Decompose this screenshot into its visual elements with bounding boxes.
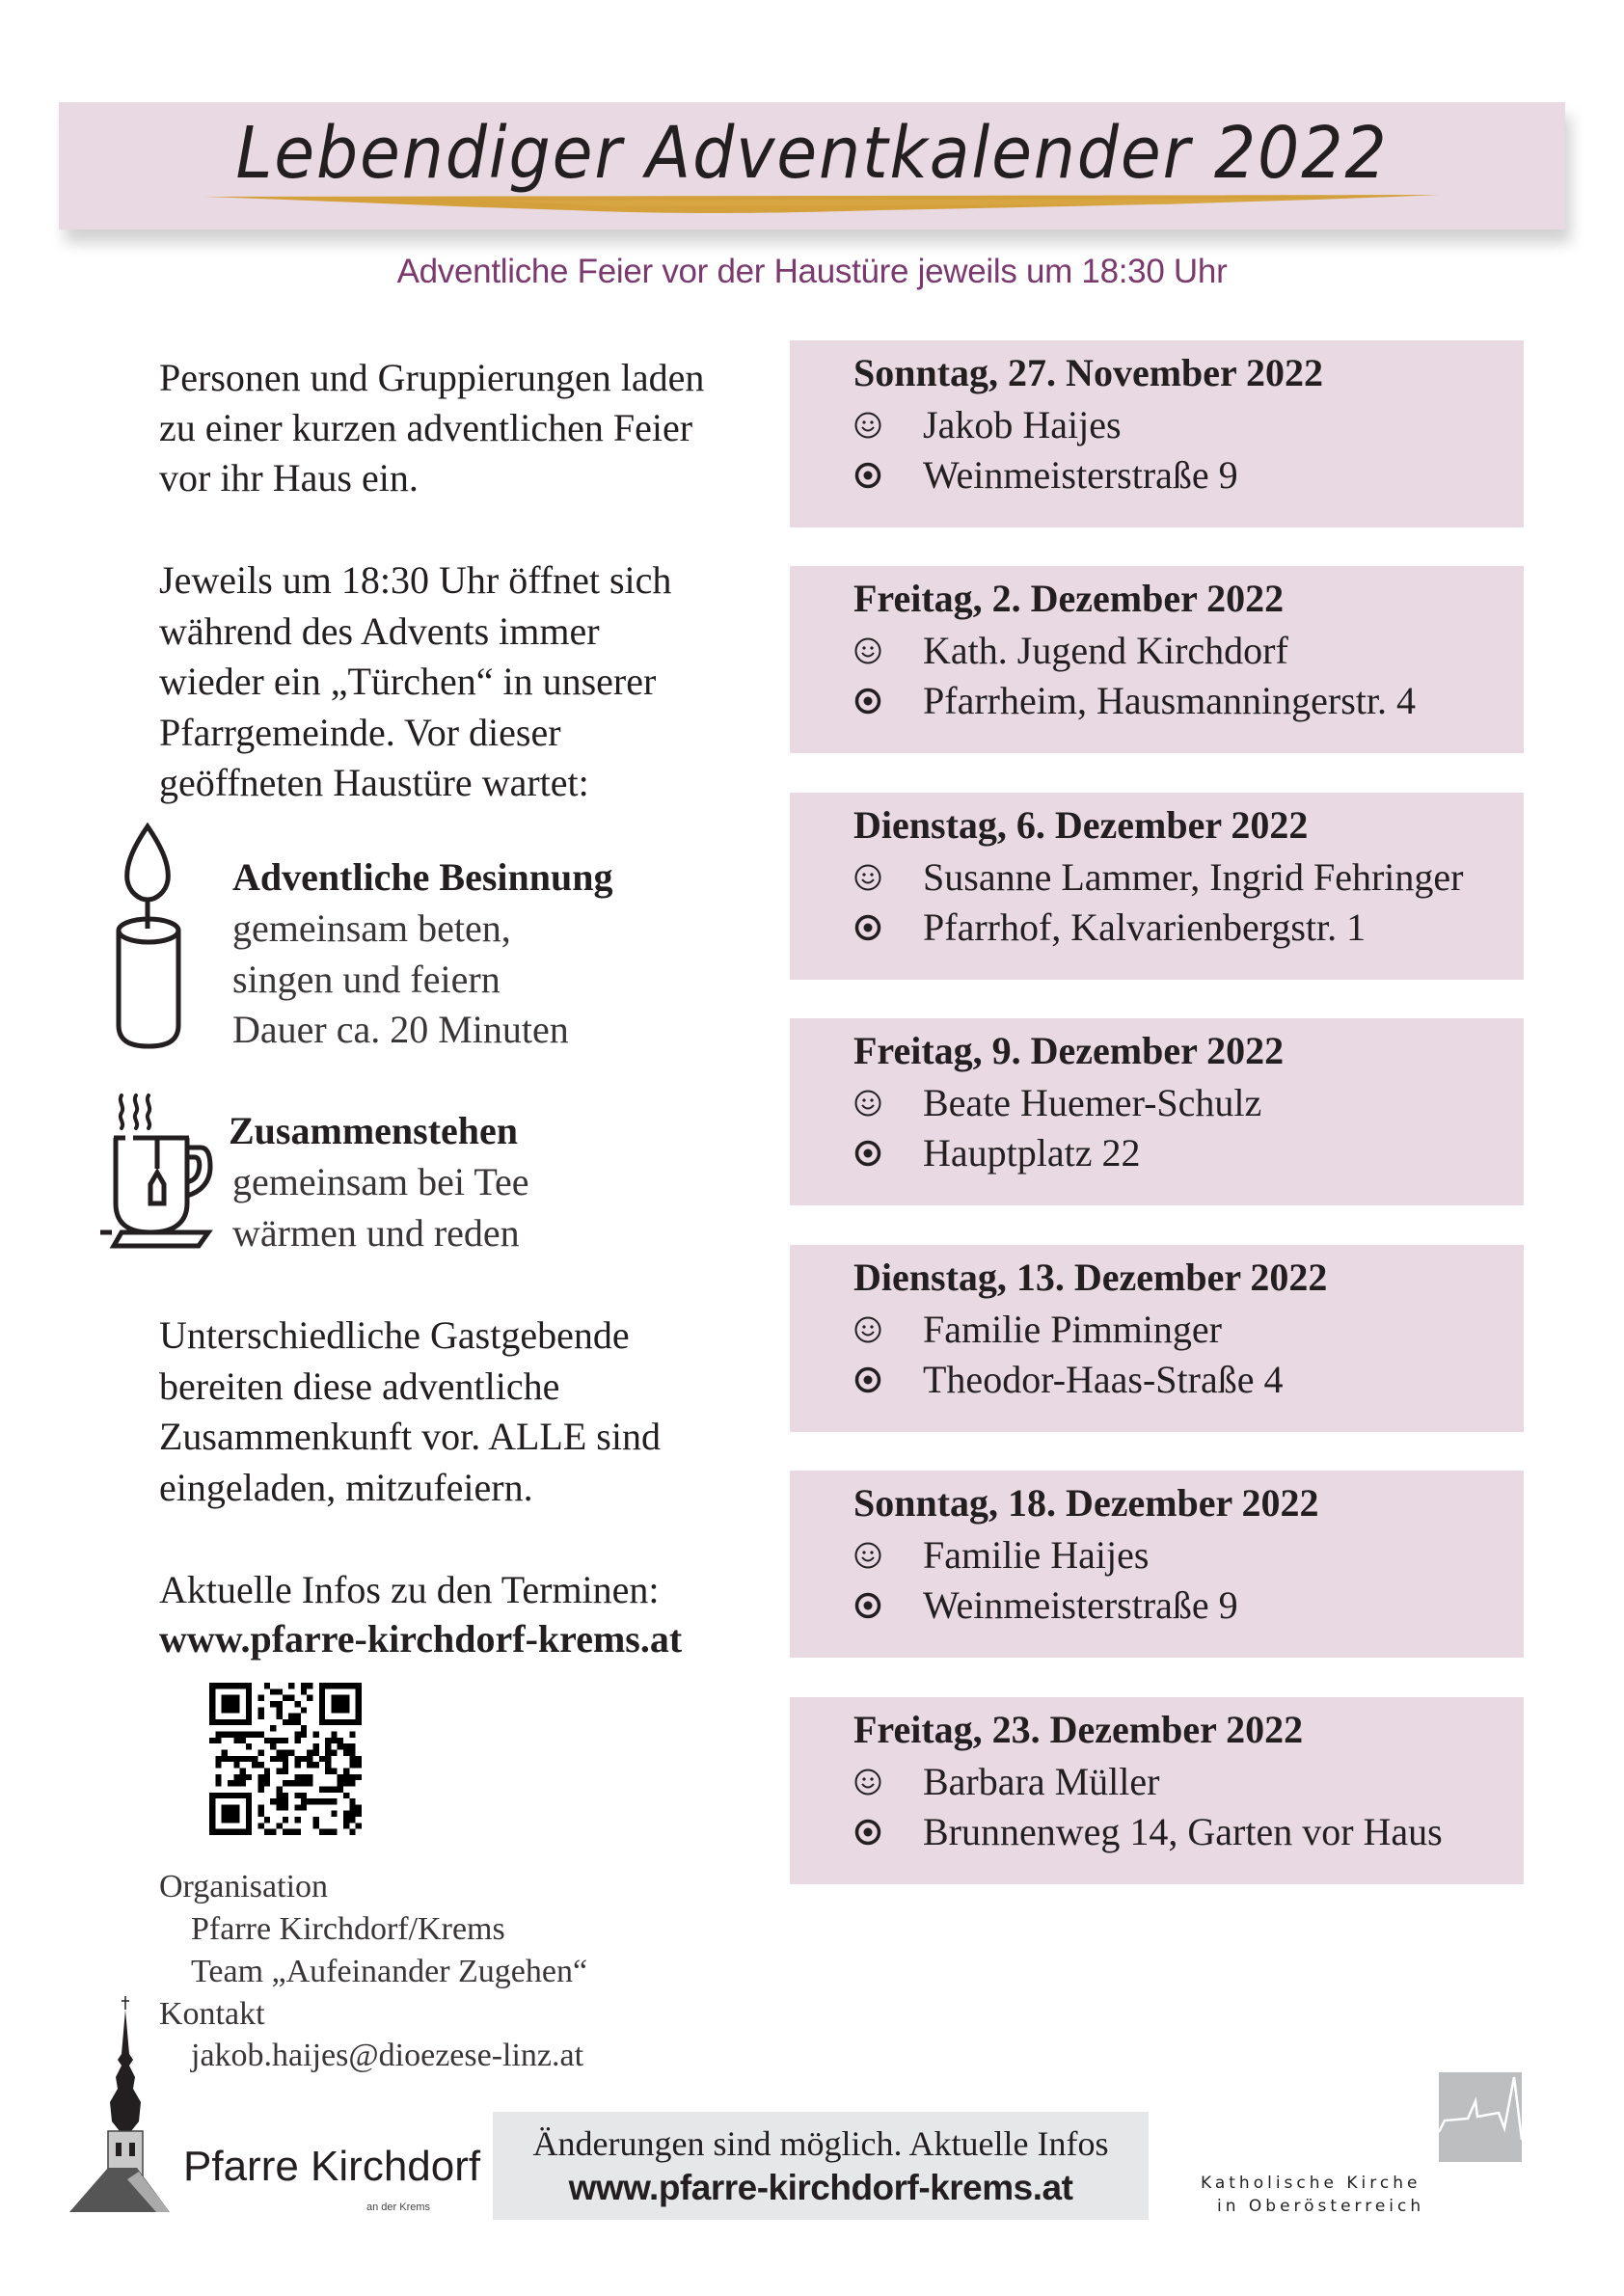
qr-module xyxy=(209,1738,215,1743)
event-location-row xyxy=(853,452,1238,498)
qr-module xyxy=(258,1762,264,1768)
qr-module xyxy=(301,1688,307,1694)
event-location: Pfarrhof, Kalvarienbergstr. 1 xyxy=(923,905,1367,949)
notice-website-link[interactable]: www.pfarre-kirchdorf-krems.at xyxy=(568,2168,1073,2207)
qr-module xyxy=(246,1743,252,1749)
intro-line: während des Advents immer xyxy=(159,609,600,653)
qr-module xyxy=(331,1768,337,1773)
qr-module xyxy=(264,1774,270,1780)
person-smiley-icon xyxy=(853,1315,882,1344)
closing-line: Unterschiedliche Gastgebende xyxy=(159,1313,630,1357)
event-date: Sonntag, 18. Dezember 2022 xyxy=(853,1481,1319,1525)
diocese-name-line2: in Oberösterreich xyxy=(1217,2197,1425,2216)
qr-finder-center xyxy=(222,1804,240,1823)
closing-line: eingeladen, mitzufeiern. xyxy=(159,1466,533,1509)
qr-module xyxy=(307,1774,312,1780)
qr-module xyxy=(283,1793,288,1798)
qr-module xyxy=(240,1732,246,1738)
event-host: Susanne Lammer, Ingrid Fehringer xyxy=(923,855,1464,899)
qr-module xyxy=(343,1768,349,1773)
event-host: Familie Pimminger xyxy=(923,1308,1222,1351)
qr-code-icon[interactable] xyxy=(209,1683,362,1835)
person-smiley-icon xyxy=(853,1089,882,1118)
qr-module xyxy=(312,1750,318,1756)
qr-module xyxy=(338,1774,343,1780)
qr-module xyxy=(349,1811,355,1817)
qr-module xyxy=(288,1719,294,1725)
intro-line: Jeweils um 18:30 Uhr öffnet sich xyxy=(159,558,672,602)
qr-module xyxy=(301,1804,307,1810)
candle-icon xyxy=(114,823,183,1050)
qr-module xyxy=(307,1756,312,1762)
qr-module xyxy=(343,1780,349,1786)
event-location: Brunnenweg 14, Garten vor Haus xyxy=(923,1810,1443,1853)
qr-module xyxy=(258,1707,264,1713)
qr-module xyxy=(331,1738,337,1743)
qr-module xyxy=(252,1762,257,1768)
qr-module xyxy=(233,1762,239,1768)
intro-line: zu einer kurzen adventlichen Feier xyxy=(159,406,693,449)
qr-module xyxy=(312,1817,318,1823)
qr-module xyxy=(349,1762,355,1768)
qr-module xyxy=(301,1798,307,1804)
qr-module xyxy=(233,1732,239,1738)
pfarre-logo-name: Pfarre Kirchdorf xyxy=(183,2143,481,2190)
qr-module xyxy=(338,1738,343,1743)
contact-email[interactable]: jakob.haijes@dioezese-linz.at xyxy=(191,2038,584,2073)
qr-module xyxy=(307,1798,312,1804)
location-target-icon xyxy=(853,687,882,716)
qr-module xyxy=(338,1743,343,1749)
qr-module xyxy=(301,1774,307,1780)
qr-module xyxy=(258,1780,264,1786)
qr-module xyxy=(277,1786,283,1792)
qr-module xyxy=(331,1786,337,1792)
qr-finder-center xyxy=(222,1695,240,1714)
qr-module xyxy=(264,1817,270,1823)
qr-module xyxy=(349,1750,355,1756)
qr-module xyxy=(270,1743,276,1749)
qr-module xyxy=(294,1756,300,1762)
qr-module xyxy=(343,1774,349,1780)
qr-module xyxy=(283,1750,288,1756)
qr-module xyxy=(325,1798,331,1804)
qr-module xyxy=(349,1732,355,1738)
qr-module xyxy=(283,1798,288,1804)
feature-line: gemeinsam beten, xyxy=(232,906,511,950)
event-host: Familie Haijes xyxy=(923,1533,1150,1577)
qr-module xyxy=(301,1793,307,1798)
qr-module xyxy=(283,1756,288,1762)
event-location: Pfarrheim, Hausmanningerstr. 4 xyxy=(923,679,1416,722)
qr-module xyxy=(258,1750,264,1756)
qr-module xyxy=(277,1804,283,1810)
qr-module xyxy=(325,1829,331,1835)
qr-module xyxy=(349,1780,355,1786)
qr-module xyxy=(307,1695,312,1701)
event-host-row xyxy=(853,1080,1261,1125)
qr-module xyxy=(215,1774,221,1780)
event-host-row xyxy=(853,1532,1149,1578)
qr-module xyxy=(294,1774,300,1780)
qr-module xyxy=(288,1683,294,1688)
qr-module xyxy=(277,1798,283,1804)
qr-module xyxy=(288,1829,294,1835)
qr-module xyxy=(240,1768,246,1773)
qr-module xyxy=(264,1768,270,1773)
qr-module xyxy=(294,1732,300,1738)
qr-module xyxy=(228,1756,233,1762)
event-location: Hauptplatz 22 xyxy=(923,1131,1141,1175)
qr-module xyxy=(331,1798,337,1804)
qr-module xyxy=(215,1738,221,1743)
qr-module xyxy=(215,1732,221,1738)
event-date: Dienstag, 13. Dezember 2022 xyxy=(853,1256,1328,1299)
qr-module xyxy=(294,1829,300,1835)
qr-module xyxy=(301,1725,307,1731)
contact-label: Kontakt xyxy=(159,1996,265,2032)
qr-module xyxy=(240,1774,246,1780)
location-target-icon xyxy=(853,1139,882,1168)
qr-module xyxy=(301,1707,307,1713)
event-date: Freitag, 2. Dezember 2022 xyxy=(853,577,1285,620)
qr-module xyxy=(288,1750,294,1756)
subtitle: Adventliche Feier vor der Haustüre jeweils um 18:30 Uhr xyxy=(396,253,1228,290)
qr-module xyxy=(283,1780,288,1786)
qr-module xyxy=(283,1829,288,1835)
qr-module xyxy=(349,1756,355,1762)
qr-module xyxy=(270,1688,276,1694)
qr-module xyxy=(258,1714,264,1719)
qr-module xyxy=(270,1738,276,1743)
qr-module xyxy=(319,1756,325,1762)
qr-module xyxy=(307,1780,312,1786)
qr-module xyxy=(258,1811,264,1817)
tea-cup-icon xyxy=(93,1088,218,1252)
qr-module xyxy=(264,1780,270,1786)
qr-module xyxy=(277,1750,283,1756)
intro-line: wieder ein „Türchen“ in unserer xyxy=(159,660,657,703)
event-location-row xyxy=(853,905,1366,950)
closing-line: bereiten diese adventliche xyxy=(159,1364,560,1408)
qr-module xyxy=(356,1804,362,1810)
qr-module xyxy=(283,1817,288,1823)
qr-module xyxy=(283,1738,288,1743)
qr-module xyxy=(343,1793,349,1798)
qr-module xyxy=(319,1786,325,1792)
location-target-icon xyxy=(853,1591,882,1620)
event-card xyxy=(790,1245,1524,1432)
qr-module xyxy=(343,1811,349,1817)
qr-module xyxy=(270,1725,276,1731)
qr-module xyxy=(301,1732,307,1738)
qr-module xyxy=(343,1743,349,1749)
qr-module xyxy=(258,1804,264,1810)
event-host: Beate Huemer-Schulz xyxy=(923,1081,1262,1124)
person-smiley-icon xyxy=(853,636,882,665)
feature-line: wärmen und reden xyxy=(232,1211,520,1255)
qr-module xyxy=(246,1774,252,1780)
qr-module xyxy=(270,1756,276,1762)
qr-module xyxy=(246,1756,252,1762)
qr-module xyxy=(222,1750,228,1756)
event-host: Kath. Jugend Kirchdorf xyxy=(923,629,1288,672)
qr-module xyxy=(349,1829,355,1835)
gold-brush-stroke xyxy=(204,189,1439,218)
qr-module xyxy=(252,1732,257,1738)
qr-module xyxy=(277,1793,283,1798)
qr-module xyxy=(258,1786,264,1792)
qr-module xyxy=(283,1762,288,1768)
qr-module xyxy=(283,1695,288,1701)
intro-line: Pfarrgemeinde. Vor dieser xyxy=(159,711,561,754)
qr-module xyxy=(270,1701,276,1707)
qr-module xyxy=(288,1695,294,1701)
qr-module xyxy=(325,1750,331,1756)
qr-module xyxy=(264,1829,270,1835)
event-card xyxy=(790,793,1524,980)
event-card xyxy=(790,1018,1524,1205)
intro-line: vor ihr Haus ein. xyxy=(159,456,419,500)
location-target-icon xyxy=(853,1365,882,1394)
qr-module xyxy=(349,1774,355,1780)
event-date: Freitag, 9. Dezember 2022 xyxy=(853,1029,1285,1072)
qr-module xyxy=(312,1798,318,1804)
qr-module xyxy=(215,1756,221,1762)
qr-module xyxy=(233,1774,239,1780)
qr-module xyxy=(325,1768,331,1773)
qr-module xyxy=(222,1756,228,1762)
qr-module xyxy=(270,1798,276,1804)
event-host-row xyxy=(853,1307,1222,1352)
event-date: Sonntag, 27. November 2022 xyxy=(853,351,1324,394)
event-location: Weinmeisterstraße 9 xyxy=(923,1583,1238,1627)
qr-module xyxy=(264,1738,270,1743)
qr-module xyxy=(277,1823,283,1828)
person-smiley-icon xyxy=(853,1768,882,1796)
qr-module xyxy=(264,1683,270,1688)
qr-module xyxy=(283,1768,288,1773)
qr-module xyxy=(343,1817,349,1823)
event-date: Dienstag, 6. Dezember 2022 xyxy=(853,803,1309,847)
qr-module xyxy=(283,1719,288,1725)
event-host-row xyxy=(853,628,1288,673)
qr-module xyxy=(277,1738,283,1743)
feature-line: Dauer ca. 20 Minuten xyxy=(232,1008,569,1051)
person-smiley-icon xyxy=(853,1541,882,1570)
event-location-row xyxy=(853,1130,1141,1175)
event-host-row xyxy=(853,1759,1159,1804)
intro-line: geöffneten Haustüre wartet: xyxy=(159,761,589,804)
qr-module xyxy=(277,1701,283,1707)
qr-module xyxy=(349,1804,355,1810)
qr-module xyxy=(294,1793,300,1798)
qr-module xyxy=(228,1780,233,1786)
event-location-row xyxy=(853,678,1416,723)
person-smiley-icon xyxy=(853,411,882,440)
qr-module xyxy=(349,1817,355,1823)
qr-module xyxy=(258,1823,264,1828)
qr-module xyxy=(312,1743,318,1749)
qr-module xyxy=(331,1829,337,1835)
event-card xyxy=(790,566,1524,753)
qr-module xyxy=(325,1786,331,1792)
qr-module xyxy=(294,1738,300,1743)
event-host-row xyxy=(853,402,1122,447)
event-location: Weinmeisterstraße 9 xyxy=(923,453,1238,497)
qr-module xyxy=(294,1714,300,1719)
diocese-name-line1: Katholische Kirche xyxy=(1201,2174,1421,2193)
intro-line: Personen und Gruppierungen laden xyxy=(159,356,705,399)
qr-module xyxy=(228,1732,233,1738)
qr-module xyxy=(356,1756,362,1762)
qr-module xyxy=(258,1695,264,1701)
qr-module xyxy=(331,1750,337,1756)
qr-module xyxy=(331,1811,337,1817)
event-host: Jakob Haijes xyxy=(923,403,1122,446)
event-host: Barbara Müller xyxy=(923,1760,1160,1803)
qr-module xyxy=(233,1738,239,1743)
qr-module xyxy=(277,1756,283,1762)
event-date: Freitag, 23. Dezember 2022 xyxy=(853,1708,1304,1751)
qr-module xyxy=(252,1756,257,1762)
event-card xyxy=(790,340,1524,527)
qr-module xyxy=(307,1762,312,1768)
closing-line: Zusammenkunft vor. ALLE sind xyxy=(159,1415,661,1458)
location-target-icon xyxy=(853,1818,882,1847)
qr-module xyxy=(307,1683,312,1688)
qr-module xyxy=(301,1683,307,1688)
qr-module xyxy=(325,1756,331,1762)
qr-module xyxy=(258,1774,264,1780)
qr-module xyxy=(215,1780,221,1786)
qr-finder-center xyxy=(331,1695,349,1714)
event-location-row xyxy=(853,1357,1284,1402)
qr-module xyxy=(246,1732,252,1738)
qr-module xyxy=(331,1732,337,1738)
page-title: Lebendiger Adventkalender 2022 xyxy=(235,112,1389,195)
pfarre-logo-subtitle: an der Krems xyxy=(366,2201,431,2213)
qr-module xyxy=(240,1756,246,1762)
website-link[interactable]: www.pfarre-kirchdorf-krems.at xyxy=(159,1617,683,1661)
qr-module xyxy=(215,1762,221,1768)
qr-module xyxy=(338,1780,343,1786)
qr-module xyxy=(288,1714,294,1719)
feature-title-besinnung: Adventliche Besinnung xyxy=(232,855,613,899)
qr-module xyxy=(222,1732,228,1738)
qr-module xyxy=(294,1817,300,1823)
event-host-row xyxy=(853,854,1463,900)
organisation-line: Pfarre Kirchdorf/Krems xyxy=(191,1911,505,1947)
qr-module xyxy=(277,1688,283,1694)
qr-module xyxy=(233,1756,239,1762)
qr-module xyxy=(319,1829,325,1835)
location-target-icon xyxy=(853,913,882,942)
qr-module xyxy=(356,1823,362,1828)
qr-module xyxy=(294,1780,300,1786)
event-location-row xyxy=(853,1582,1238,1628)
qr-module xyxy=(283,1804,288,1810)
event-card xyxy=(790,1697,1524,1884)
qr-module xyxy=(294,1719,300,1725)
qr-module xyxy=(277,1714,283,1719)
qr-module xyxy=(343,1750,349,1756)
qr-module xyxy=(301,1756,307,1762)
organisation-line: Team „Aufeinander Zugehen“ xyxy=(191,1954,588,1989)
location-target-icon xyxy=(853,461,882,490)
organisation-label: Organisation xyxy=(159,1869,329,1904)
info-label: Aktuelle Infos zu den Terminen: xyxy=(159,1568,660,1611)
qr-module xyxy=(325,1738,331,1743)
diocese-logo xyxy=(1439,2072,1522,2162)
qr-module xyxy=(270,1829,276,1835)
person-smiley-icon xyxy=(853,863,882,892)
event-location-row xyxy=(853,1809,1443,1854)
qr-module xyxy=(240,1738,246,1743)
qr-module xyxy=(343,1823,349,1828)
qr-module xyxy=(349,1743,355,1749)
event-card xyxy=(790,1471,1524,1658)
qr-module xyxy=(312,1823,318,1828)
qr-module xyxy=(325,1762,331,1768)
qr-module xyxy=(294,1762,300,1768)
qr-module xyxy=(294,1804,300,1810)
qr-module xyxy=(356,1811,362,1817)
qr-module xyxy=(356,1762,362,1768)
church-tower-logo xyxy=(69,1996,177,2213)
qr-module xyxy=(288,1780,294,1786)
qr-module xyxy=(240,1780,246,1786)
qr-module xyxy=(319,1798,325,1804)
feature-line: singen und feiern xyxy=(232,958,501,1001)
qr-module xyxy=(258,1732,264,1738)
changes-notice xyxy=(493,2112,1149,2220)
qr-module xyxy=(338,1786,343,1792)
qr-module xyxy=(356,1774,362,1780)
qr-module xyxy=(349,1798,355,1804)
qr-module xyxy=(277,1707,283,1713)
event-location: Theodor-Haas-Straße 4 xyxy=(923,1358,1284,1401)
qr-module xyxy=(277,1768,283,1773)
notice-text: Änderungen sind möglich. Aktuelle Infos xyxy=(532,2124,1109,2163)
qr-module xyxy=(312,1762,318,1768)
qr-module xyxy=(294,1701,300,1707)
heartbeat-church-icon xyxy=(1439,2072,1522,2162)
qr-module xyxy=(312,1732,318,1738)
feature-title-zusammenstehen: Zusammenstehen xyxy=(229,1109,519,1152)
feature-line: gemeinsam bei Tee xyxy=(232,1160,529,1203)
qr-module xyxy=(325,1743,331,1749)
qr-module xyxy=(233,1780,239,1786)
qr-module xyxy=(307,1750,312,1756)
qr-module xyxy=(301,1780,307,1786)
